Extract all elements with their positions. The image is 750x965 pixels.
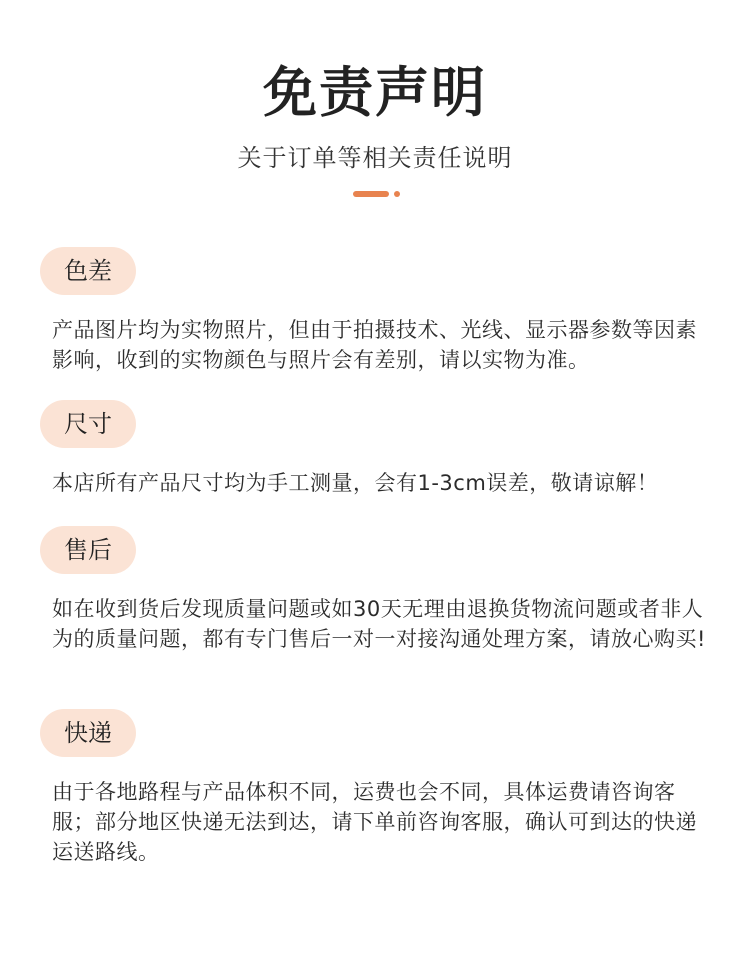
section-body-text: 如在收到货后发现质量问题或如30天无理由退换货物流问题或者非人为的质量问题，都有专门售后一对一对接沟通处理方案，请放心购买!	[52, 597, 706, 651]
section-label-pill: 售后	[40, 526, 136, 574]
section-body-text: 产品图片均为实物照片，但由于拍摄技术、光线、显示器参数等因素影响，收到的实物颜色与照片会有差别，请以实物为准。	[52, 318, 697, 372]
section-size	[40, 400, 710, 498]
divider-dot	[394, 191, 400, 197]
section-label-pill: 快递	[40, 709, 136, 757]
section-shipping	[40, 709, 710, 867]
divider-bar	[353, 191, 389, 197]
section-body-text: 本店所有产品尺寸均为手工测量，会有1-3cm误差，敬请谅解！	[52, 471, 659, 495]
page-title: 免责声明	[263, 61, 487, 124]
section-after-sales	[40, 526, 710, 654]
page-subtitle: 关于订单等相关责任说明	[237, 144, 513, 172]
section-label-pill: 色差	[40, 247, 136, 295]
section-label-pill: 尺寸	[40, 400, 136, 448]
section-body-text: 由于各地路程与产品体积不同，运费也会不同，具体运费请咨询客服；部分地区快递无法到达，请下单前咨询客服，确认可到达的快递运送路线。	[52, 780, 697, 864]
section-color-difference	[40, 247, 710, 375]
accent-divider	[353, 191, 403, 197]
